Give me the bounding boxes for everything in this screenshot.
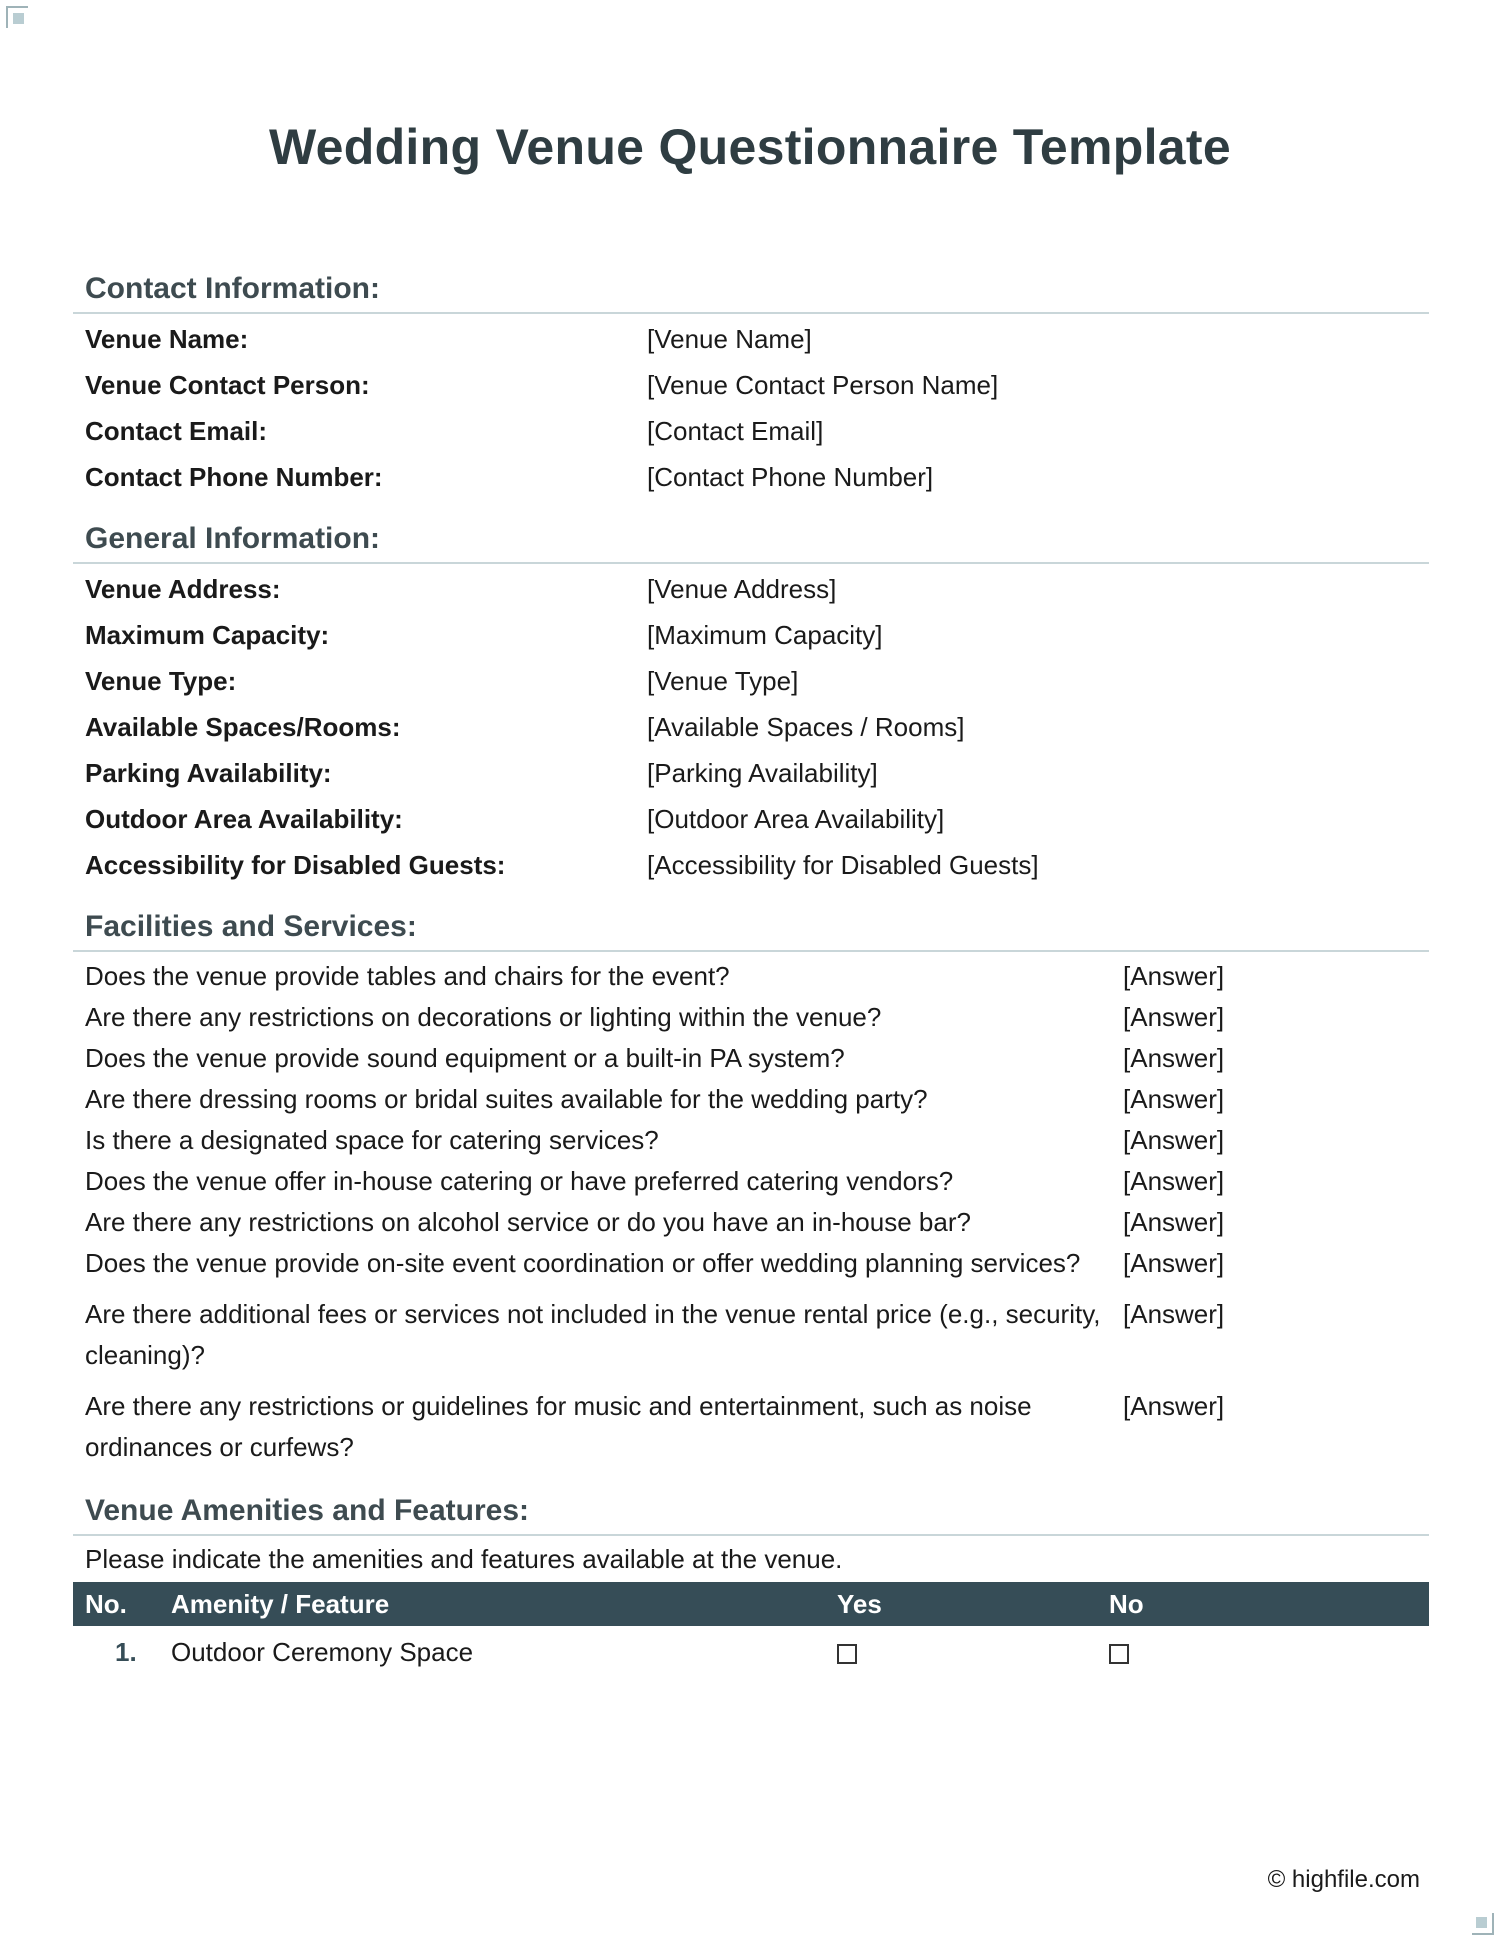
contact-row-email <box>73 408 1429 454</box>
general-row-type <box>73 658 1429 704</box>
accessibility-field[interactable]: [Accessibility for Disabled Guests] <box>647 850 1039 880</box>
contact-person-field[interactable]: [Venue Contact Person Name] <box>647 370 999 400</box>
column-header-yes: Yes <box>837 1582 1109 1626</box>
available-spaces-field[interactable]: [Available Spaces / Rooms] <box>647 712 965 742</box>
answer-field[interactable]: [Answer] <box>1123 1166 1225 1196</box>
outdoor-area-field[interactable]: [Outdoor Area Availability] <box>647 804 945 834</box>
column-header-no-answer: No <box>1109 1582 1429 1626</box>
answer-field[interactable]: [Answer] <box>1123 1248 1225 1278</box>
answer-field[interactable]: [Answer] <box>1123 1207 1225 1237</box>
contact-row-phone <box>73 454 1429 500</box>
contact-row-contact-person <box>73 362 1429 408</box>
footer-copyright: © highfile.com <box>1267 1866 1420 1893</box>
general-row-spaces <box>73 704 1429 750</box>
column-header-amenity: Amenity / Feature <box>171 1582 837 1626</box>
field-label: Contact Email: <box>85 416 268 446</box>
question-text: Are there dressing rooms or bridal suites available for the wedding party? <box>85 1084 928 1114</box>
answer-field[interactable]: [Answer] <box>1123 1125 1225 1155</box>
column-header-no: No. <box>73 1582 171 1626</box>
venue-address-field[interactable]: [Venue Address] <box>647 574 837 604</box>
amenities-section-heading: Venue Amenities and Features: <box>73 1488 1429 1536</box>
contact-phone-field[interactable]: [Contact Phone Number] <box>647 462 934 492</box>
contact-section <box>73 314 1429 500</box>
question-text: Does the venue provide sound equipment or a built-in PA system? <box>85 1043 845 1073</box>
field-label: Contact Phone Number: <box>85 462 383 492</box>
venue-name-field[interactable]: [Venue Name] <box>647 324 812 354</box>
contact-row-venue-name <box>73 316 1429 362</box>
field-label: Maximum Capacity: <box>85 620 330 650</box>
general-row-address <box>73 566 1429 612</box>
document-body <box>73 266 1429 1678</box>
general-row-capacity <box>73 612 1429 658</box>
question-row <box>73 956 1429 997</box>
question-row <box>73 1243 1429 1284</box>
question-text: Are there additional fees or services not included in the venue rental price (e.g., security, cleaning)? <box>85 1299 1101 1370</box>
amenity-name: Outdoor Ceremony Space <box>171 1636 474 1667</box>
yes-checkbox[interactable] <box>837 1644 857 1664</box>
contact-section-heading: Contact Information: <box>73 266 1429 314</box>
field-label: Available Spaces/Rooms: <box>85 712 401 742</box>
answer-field[interactable]: [Answer] <box>1123 1002 1225 1032</box>
max-capacity-field[interactable]: [Maximum Capacity] <box>647 620 883 650</box>
question-text: Are there any restrictions on decorations or lighting within the venue? <box>85 1002 882 1032</box>
question-text: Are there any restrictions on alcohol service or do you have an in-house bar? <box>85 1207 971 1237</box>
no-checkbox[interactable] <box>1109 1644 1129 1664</box>
yes-cell <box>837 1626 1109 1678</box>
corner-mark-top-left <box>6 6 28 28</box>
question-row <box>73 1038 1429 1079</box>
field-label: Accessibility for Disabled Guests: <box>85 850 506 880</box>
general-section <box>73 564 1429 888</box>
contact-email-field[interactable]: [Contact Email] <box>647 416 824 446</box>
venue-type-field[interactable]: [Venue Type] <box>647 666 799 696</box>
general-row-outdoor <box>73 796 1429 842</box>
row-number: 1. <box>115 1636 137 1667</box>
field-label: Outdoor Area Availability: <box>85 804 403 834</box>
parking-field[interactable]: [Parking Availability] <box>647 758 878 788</box>
general-row-parking <box>73 750 1429 796</box>
question-row <box>73 997 1429 1038</box>
field-label: Venue Address: <box>85 574 281 604</box>
field-label: Venue Name: <box>85 324 249 354</box>
answer-field[interactable]: [Answer] <box>1123 961 1225 991</box>
question-row <box>73 1294 1429 1376</box>
general-row-accessibility <box>73 842 1429 888</box>
page-title: Wedding Venue Questionnaire Template <box>269 119 1231 175</box>
answer-field[interactable]: [Answer] <box>1123 1043 1225 1073</box>
question-text: Does the venue offer in-house catering or have preferred catering vendors? <box>85 1166 954 1196</box>
corner-mark-bottom-right <box>1472 1913 1494 1935</box>
no-cell <box>1109 1626 1429 1678</box>
question-text: Does the venue provide tables and chairs for the event? <box>85 961 730 991</box>
facilities-section <box>73 952 1429 1468</box>
question-text: Does the venue provide on-site event coordination or offer wedding planning services? <box>85 1248 1081 1278</box>
answer-field[interactable]: [Answer] <box>1123 1299 1225 1329</box>
question-row <box>73 1120 1429 1161</box>
question-row <box>73 1161 1429 1202</box>
table-header-row <box>73 1582 1429 1626</box>
facilities-section-heading: Facilities and Services: <box>73 904 1429 952</box>
question-text: Is there a designated space for catering services? <box>85 1125 659 1155</box>
question-row <box>73 1202 1429 1243</box>
amenities-note: Please indicate the amenities and features available at the venue. <box>85 1544 843 1574</box>
question-row <box>73 1079 1429 1120</box>
field-label: Venue Type: <box>85 666 237 696</box>
general-section-heading: General Information: <box>73 516 1429 564</box>
field-label: Venue Contact Person: <box>85 370 370 400</box>
answer-field[interactable]: [Answer] <box>1123 1391 1225 1421</box>
field-label: Parking Availability: <box>85 758 332 788</box>
question-text: Are there any restrictions or guidelines for music and entertainment, such as noise ordinances or curfews? <box>85 1391 1032 1462</box>
table-row <box>73 1626 1429 1678</box>
question-row <box>73 1386 1429 1468</box>
answer-field[interactable]: [Answer] <box>1123 1084 1225 1114</box>
amenities-table <box>73 1582 1429 1678</box>
